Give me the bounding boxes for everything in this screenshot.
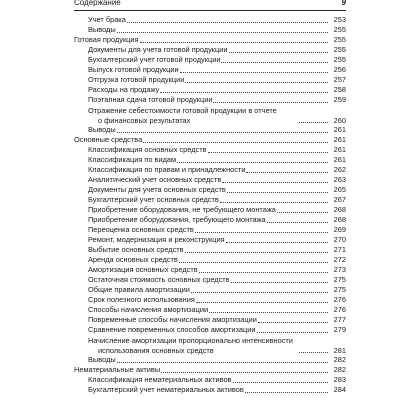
dot-leader: [140, 42, 328, 43]
toc-entry-title-line: Выбытие основных средств: [88, 245, 184, 254]
dot-leader: [179, 262, 328, 263]
toc-entry-title: [88, 275, 230, 285]
toc-entry-title: [88, 385, 244, 395]
toc-entry-page: 257: [333, 75, 346, 84]
dot-leader: [257, 332, 329, 333]
toc-entry-title-line: Классификация нематериальных активов: [88, 375, 232, 384]
toc-entry[interactable]: [74, 315, 346, 325]
toc-entry-title-line: Бухгалтерский учет основных средств: [88, 195, 219, 204]
toc-entry-page: 273: [333, 265, 346, 274]
toc-entry-page: 253: [333, 15, 346, 24]
toc-entry-title-line: Расходы на продажу: [88, 85, 160, 94]
toc-entry-title: [74, 135, 142, 145]
toc-entry-page: 284: [333, 385, 346, 394]
dot-leader: [185, 82, 328, 83]
toc-entry[interactable]: [74, 165, 346, 175]
toc-entry-title-line: Начисление амортизации пропорционально интенсивности: [88, 336, 293, 345]
toc-entry[interactable]: [74, 155, 346, 165]
toc-entry-title: [88, 145, 207, 155]
toc-entry[interactable]: [74, 105, 346, 125]
toc-entry-page: 282: [333, 365, 346, 374]
toc-entry[interactable]: [74, 65, 346, 75]
toc-section-entry[interactable]: [74, 365, 346, 375]
toc-entry-title: [88, 85, 159, 95]
dot-leader: [229, 52, 328, 53]
toc-entry-title-line: Классификация по видам: [88, 155, 177, 164]
toc-entry[interactable]: [74, 75, 346, 85]
toc-entry-title: [88, 45, 228, 55]
toc-entry[interactable]: [74, 85, 346, 95]
toc-entry-title: [88, 155, 176, 165]
toc-entry-title: [88, 125, 116, 135]
toc-entry-title: [88, 265, 198, 275]
dot-leader: [209, 312, 328, 313]
toc-entry-title-line: Сравнение повременных способов амортизации: [88, 325, 256, 334]
dot-leader: [233, 382, 329, 383]
toc-entry-page: 281: [333, 345, 346, 355]
toc-entry-title-line: Переоценка основных средств: [88, 225, 194, 234]
toc-entry-title-line: Общие правила амортизации: [88, 285, 190, 294]
dot-leader: [199, 272, 328, 273]
toc-entry[interactable]: [74, 55, 346, 65]
toc-entry-page: 255: [333, 55, 346, 64]
toc-entry-title: [88, 75, 184, 85]
toc-entry-title: [88, 285, 190, 295]
toc-entry-title-line: Выводы: [88, 125, 116, 134]
toc-entry-page: 261: [333, 145, 346, 154]
dot-leader: [195, 232, 328, 233]
toc-entry-title: [88, 195, 219, 205]
toc-entry[interactable]: [74, 335, 346, 355]
dot-leader: [221, 62, 328, 63]
toc-entry-page: 255: [333, 25, 346, 34]
toc-entry-page: 283: [333, 375, 346, 384]
toc-entry-page: 282: [333, 355, 346, 364]
toc-entry-title: [88, 165, 245, 175]
toc-entry-page: 258: [333, 85, 346, 94]
toc-entry-title: [88, 225, 194, 235]
dot-leader: [117, 362, 328, 363]
toc-entry-title-line: Повременные способы начисления амортизации: [88, 315, 257, 324]
toc-entry-page: 276: [333, 295, 346, 304]
toc-entry[interactable]: [74, 325, 346, 335]
toc-entry-title-line: Бухгалтерский учет нематериальных активов: [88, 385, 244, 394]
toc-entry-page: 275: [333, 275, 346, 284]
toc-entry[interactable]: [74, 15, 346, 25]
toc-entry-title-line: Остаточная стоимость основных средств: [88, 275, 230, 284]
dot-leader: [117, 32, 328, 33]
toc-entry-title: [88, 65, 179, 75]
toc-entry-title-line: Срок полезного использования: [88, 295, 195, 304]
toc-entry-title-continuation: о финансовых результатах: [98, 115, 191, 125]
toc-entry[interactable]: [74, 225, 346, 235]
toc-entry-title: [88, 215, 266, 225]
dot-leader: [267, 222, 328, 223]
toc-entry-title: [88, 245, 184, 255]
toc-entry-page: 271: [333, 245, 346, 254]
toc-entry[interactable]: [74, 205, 346, 215]
toc-entry-title-line: Аренда основных средств: [88, 255, 178, 264]
toc-entry[interactable]: [74, 175, 346, 185]
dot-leader: [245, 392, 328, 393]
toc-entry-title: [88, 255, 178, 265]
dot-leader: [213, 102, 328, 103]
toc-entry-title: [88, 15, 126, 25]
dot-leader: [227, 192, 328, 193]
page-number: 9: [341, 0, 346, 7]
toc-entry[interactable]: [74, 235, 346, 245]
toc-entry[interactable]: [74, 255, 346, 265]
toc-entry-title: [88, 325, 256, 335]
toc-entry-title-line: Амортизация основных средств: [88, 265, 198, 274]
toc-entry[interactable]: [74, 355, 346, 365]
toc-entry-page: 261: [333, 125, 346, 134]
toc-entry-title-line: Выпуск готовой продукции: [88, 65, 179, 74]
toc-entry-title-line: Ремонт, модернизация и реконструкция: [88, 235, 225, 244]
dot-leader: [222, 182, 328, 183]
toc-entry-title: [88, 175, 221, 185]
toc-entry-title-line: Документы для учета основных средств: [88, 185, 226, 194]
toc-entry-page: 272: [333, 255, 346, 264]
toc-entry-page: 255: [333, 35, 346, 44]
toc-entry-page: 261: [333, 135, 346, 144]
table-of-contents: [74, 15, 346, 395]
toc-entry-title: [88, 106, 298, 125]
dot-leader: [160, 92, 328, 93]
toc-entry-title-line: Выводы: [88, 25, 116, 34]
toc-entry-title-line: Приобретение оборудования, требующего монтажа: [88, 215, 266, 224]
toc-entry-title: [74, 35, 139, 45]
toc-entry[interactable]: [74, 375, 346, 385]
dot-leader: [299, 352, 328, 353]
toc-entry-title: [88, 336, 298, 355]
dot-leader: [231, 282, 328, 283]
toc-entry-page: 269: [333, 225, 346, 234]
dot-leader: [208, 152, 328, 153]
toc-entry[interactable]: [74, 25, 346, 35]
toc-entry-page: 276: [333, 305, 346, 314]
toc-entry[interactable]: [74, 95, 346, 105]
toc-entry-title-line: Готовая продукция: [74, 35, 139, 44]
dot-leader: [161, 372, 328, 373]
dot-leader: [277, 212, 328, 213]
toc-entry-title-line: Классификация основных средств: [88, 145, 207, 154]
toc-entry-page: 268: [333, 215, 346, 224]
toc-entry-title-line: Способы начисления амортизации: [88, 305, 209, 314]
dot-leader: [143, 142, 328, 143]
toc-entry-page: 260: [333, 115, 346, 125]
dot-leader: [185, 252, 328, 253]
toc-entry-title: [88, 55, 220, 65]
toc-section-entry[interactable]: [74, 35, 346, 45]
toc-entry-title: [88, 315, 257, 325]
dot-leader: [180, 72, 328, 73]
toc-entry-page: 263: [333, 175, 346, 184]
toc-entry-title: [88, 355, 116, 365]
dot-leader: [246, 172, 328, 173]
toc-entry-page: 270: [333, 235, 346, 244]
toc-entry[interactable]: [74, 215, 346, 225]
toc-entry[interactable]: [74, 195, 346, 205]
toc-entry-title-line: Приобретение оборудования, не требующего монтажа: [88, 205, 276, 214]
toc-entry-title-line: Поэтапная сдача готовой продукции: [88, 95, 213, 104]
toc-entry[interactable]: [74, 145, 346, 155]
page-header: [74, 0, 346, 11]
dot-leader: [258, 322, 328, 323]
toc-entry-title: [74, 365, 160, 375]
toc-entry-title: [88, 305, 208, 315]
toc-entry-title-line: Бухгалтерский учет готовой продукции: [88, 55, 221, 64]
dot-leader: [226, 242, 328, 243]
toc-entry-title: [88, 295, 195, 305]
toc-entry-title-line: Учет брака: [88, 15, 126, 24]
toc-entry-title-line: Документы для учета готовой продукции: [88, 45, 228, 54]
dot-leader: [117, 132, 328, 133]
dot-leader: [177, 162, 328, 163]
toc-entry-page: 275: [333, 285, 346, 294]
toc-entry-page: 255: [333, 45, 346, 54]
toc-entry-title-continuation: использования основных средств: [98, 345, 214, 355]
toc-entry-page: 256: [333, 65, 346, 74]
toc-entry[interactable]: [74, 45, 346, 55]
toc-entry-page: 261: [333, 155, 346, 164]
toc-entry[interactable]: [74, 305, 346, 315]
toc-entry-page: 259: [333, 95, 346, 104]
toc-entry[interactable]: [74, 265, 346, 275]
toc-entry[interactable]: [74, 185, 346, 195]
toc-entry-title: [88, 205, 276, 215]
toc-entry[interactable]: [74, 275, 346, 285]
toc-entry-page: 279: [333, 325, 346, 334]
toc-entry[interactable]: [74, 285, 346, 295]
toc-section-entry[interactable]: [74, 135, 346, 145]
toc-entry-title-line: Классификация по правам и принадлежности: [88, 165, 246, 174]
dot-leader: [220, 202, 328, 203]
dot-leader: [299, 122, 328, 123]
toc-entry-title-line: Основные средства: [74, 135, 143, 144]
dot-leader: [196, 302, 328, 303]
toc-entry[interactable]: [74, 125, 346, 135]
dot-leader: [191, 292, 328, 293]
toc-entry[interactable]: [74, 295, 346, 305]
toc-entry-title-line: Отражение себестоимости готовой продукции в отчете: [88, 106, 277, 115]
running-title: Содержание: [74, 0, 121, 7]
toc-entry-title-line: Отгрузка готовой продукции: [88, 75, 185, 84]
toc-entry[interactable]: [74, 385, 346, 395]
toc-entry-title-line: Аналитический учет основных средств: [88, 175, 222, 184]
toc-entry-title: [88, 235, 225, 245]
toc-entry-page: 268: [333, 205, 346, 214]
toc-entry-page: 267: [333, 195, 346, 204]
dot-leader: [127, 22, 328, 23]
toc-entry[interactable]: [74, 245, 346, 255]
toc-entry-title: [88, 25, 116, 35]
toc-entry-page: 262: [333, 165, 346, 174]
toc-entry-title: [88, 375, 232, 385]
toc-entry-page: 265: [333, 185, 346, 194]
toc-entry-title-line: Выводы: [88, 355, 116, 364]
toc-entry-title-line: Нематериальные активы: [74, 365, 161, 374]
toc-entry-page: 277: [333, 315, 346, 324]
toc-entry-title: [88, 185, 226, 195]
toc-entry-title: [88, 95, 212, 105]
